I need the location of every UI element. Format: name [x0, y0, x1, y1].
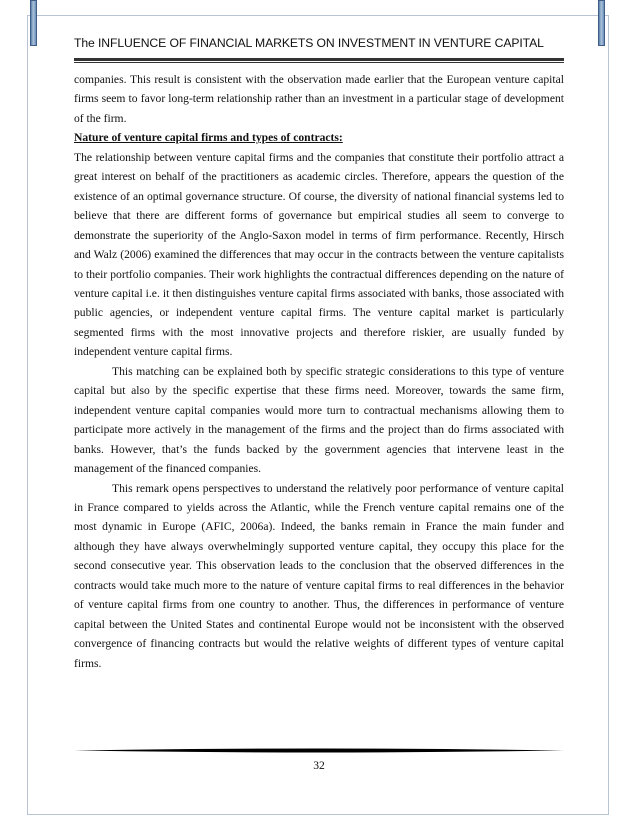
paragraph-1: companies. This result is consistent with the observation made earlier that the European venture capital firms seem to favor long-term relationship rather than an investment in a particular stage of development of the firm. [74, 73, 564, 125]
header-rule-thin [74, 62, 564, 63]
section-heading: Nature of venture capital firms and types of contracts: [74, 131, 343, 145]
paragraph-4: This remark opens perspectives to understand the relatively poor performance of venture capital in France compared to yields across the Atlantic, while the French venture capital remains one of the most dynamic in Europe (AFIC, 2006a). Indeed, the banks remain in France the main funder and although they have always overwhelmingly supported venture capital, they occupy this place for the second consecutive year. This observation leads to the conclusion that the observed differences in the contracts would take much more to the nature of venture capital firms to real differences in the behavior of venture capital firms from one country to another. Thus, the differences in performance of venture capital between the United States and continental Europe would not be inconsistent with the observed convergence of financing contracts but would the relative weights of different types of venture capital firms. [74, 481, 564, 670]
header-rule-thick [74, 58, 564, 61]
corner-decoration-right [598, 0, 605, 46]
running-header: The INFLUENCE OF FINANCIAL MARKETS ON INVESTMENT IN VENTURE CAPITAL [74, 36, 544, 50]
page-number: 32 [313, 759, 325, 772]
document-body [74, 70, 564, 673]
footer-rule [74, 748, 564, 752]
footer-rule-graphic [74, 748, 564, 753]
paragraph-2: The relationship between venture capital firms and the companies that constitute their portfolio attract a great interest on behalf of the practitioners as academic circles. Therefore, appears the question of the existence of an optimal governance structure. Of course, the diversity of national financial systems led to believe that there are different forms of governance but empirical studies all seem to converge to demonstrate the superiority of the Anglo-Saxon model in terms of firm performance. Recently, Hirsch and Walz (2006) examined the differences that may occur in the contracts between the venture capitalists to their portfolio companies. Their work highlights the contractual differences depending on the nature of venture capital i.e. it then distinguishes venture capital firms associated with banks, those associated with public agencies, or independent venture capital firms. The venture capital market is particularly segmented firms with the most innovative projects and therefore riskier, are usually funded by independent venture capital firms. [74, 150, 564, 359]
corner-decoration-left [30, 0, 37, 46]
paragraph-3: This matching can be explained both by specific strategic considerations to this type of venture capital but also by the specific expertise that these firms need. Moreover, towards the same firm, independent venture capital companies would more turn to contractual mechanisms allowing them to participate more actively in the management of the firms and the project than do firms associated with banks. However, that’s the funds backed by the government agencies that intervene least in the management of the financed companies. [74, 364, 564, 476]
